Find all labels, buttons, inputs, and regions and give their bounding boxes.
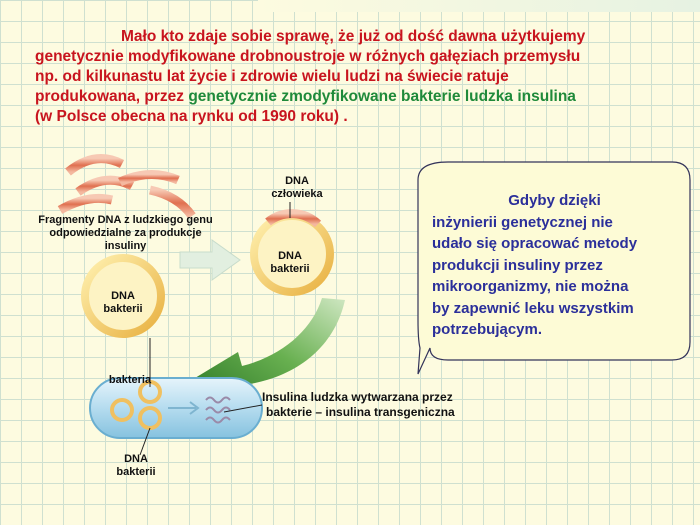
headline-line-3: np. od kilkunastu lat życie i zdrowie wielu ludzi na świecie ratuje xyxy=(35,68,509,85)
headline-line-4-green: genetycznie zmodyfikowane bakterie ludzka insulina xyxy=(188,88,576,105)
bacteria-label: bakteria xyxy=(108,374,152,386)
bubble-line-3: udało się opracować metody xyxy=(432,235,638,252)
bottom-dna-label-line-1: DNA xyxy=(124,453,148,465)
plasmid-2-label-line-2: bakterii xyxy=(270,263,310,275)
dna-fragments-label-line-1: Fragmenty DNA z ludzkiego genu xyxy=(38,214,213,226)
bubble-line-1: Gdyby dzięki xyxy=(508,192,601,209)
bubble-line-4: produkcji insuliny przez xyxy=(432,256,603,274)
headline-line-5: (w Polsce obecna na rynku od 1990 roku) . xyxy=(35,108,348,125)
insulin-label-line-1: Insulina ludzka wytwarzana przez xyxy=(262,390,453,404)
plasmid-1-label xyxy=(95,290,151,316)
plasmid-1-label-line-1: DNA xyxy=(111,290,135,302)
bubble-line-6: by zapewnić leku wszystkim xyxy=(432,299,634,317)
plasmid-1-label-line-2: bakterii xyxy=(103,303,143,315)
bottom-dna-label xyxy=(108,453,164,479)
plasmid-2-label-line-1: DNA xyxy=(278,250,302,262)
bubble-line-5: mikroorganizmy, nie można xyxy=(432,278,629,295)
bubble-line-7: potrzebującym. xyxy=(432,321,543,338)
dna-fragments xyxy=(60,159,192,216)
dna-fragments-label-line-3: insuliny xyxy=(104,240,147,252)
insulin-label-line-2: bakterie – insulina transgeniczna xyxy=(266,405,455,419)
speech-bubble-text xyxy=(432,190,677,341)
human-dna-label xyxy=(262,175,332,201)
bubble-line-2: inżynierii genetycznej nie xyxy=(432,213,613,231)
bottom-dna-label-line-2: bakterii xyxy=(116,466,156,478)
dna-fragments-label xyxy=(18,214,233,253)
insulin-label xyxy=(262,390,492,420)
headline-line-1: Mało kto zdaje sobie sprawę, że już od dość dawna użytkujemy xyxy=(121,28,586,45)
dna-fragments-label-line-2: odpowiedzialne za produkcje xyxy=(49,227,202,239)
human-dna-label-line-1: DNA xyxy=(285,175,309,187)
human-dna-label-line-2: człowieka xyxy=(271,188,323,200)
plasmid-2-label xyxy=(262,250,318,276)
headline-line-2: genetycznie modyfikowane drobnoustroje w różnych gałęziach przemysłu xyxy=(35,48,581,65)
headline-line-4-red: produkowana, przez xyxy=(35,88,189,105)
